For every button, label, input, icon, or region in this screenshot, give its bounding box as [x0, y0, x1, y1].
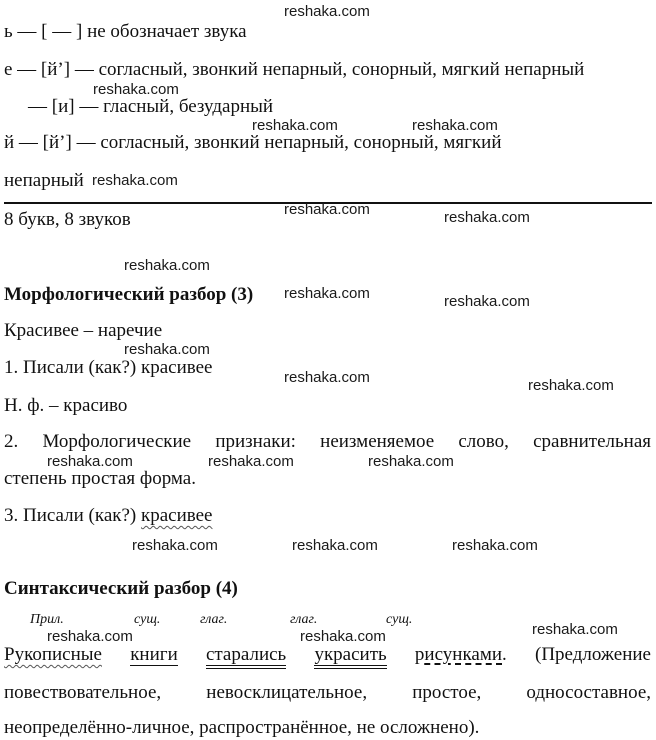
sentence-tail: . (Предложение	[502, 644, 651, 665]
pos-label-adjective: Прил.	[30, 612, 64, 627]
space	[387, 644, 415, 665]
watermark: reshaka.com	[93, 81, 179, 98]
word-knigi: книги	[130, 644, 178, 665]
watermark: reshaka.com	[124, 341, 210, 358]
phonetic-line-soft-sign: ь — [ — ] не обозначает звука	[4, 21, 247, 42]
word-ukrasit: украсить	[314, 644, 386, 669]
pos-label-noun-2: сущ.	[386, 612, 413, 627]
phonetic-line-e-vowel: — [и] — гласный, безударный	[28, 96, 274, 117]
morph-initial-form: Н. ф. – красиво	[4, 395, 128, 416]
morph-heading: Морфологический разбор (3)	[4, 284, 254, 305]
space	[286, 644, 314, 665]
syntax-sentence-line-3: неопределённо-личное, распространённое, не осложнено).	[4, 717, 480, 738]
pos-label-verb-1: глаг.	[200, 612, 228, 627]
pos-label-noun-1: сущ.	[134, 612, 161, 627]
watermark: reshaka.com	[208, 453, 294, 470]
syntax-sentence-line-1	[4, 643, 651, 667]
watermark: reshaka.com	[124, 257, 210, 274]
watermark: reshaka.com	[47, 453, 133, 470]
morph-item-1: 1. Писали (как?) красивее	[4, 357, 213, 378]
watermark: reshaka.com	[92, 172, 178, 189]
watermark: reshaka.com	[284, 285, 370, 302]
morph-item-3-word: красивее	[141, 505, 213, 526]
word-risunkami: рисунками	[414, 644, 503, 665]
phonetic-line-e-consonant: е — [й’] — согласный, звонкий непарный, сонорный, мягкий непарный	[4, 59, 585, 80]
syntax-heading: Синтаксический разбор (4)	[4, 578, 238, 599]
letters-sounds-summary: 8 букв, 8 звуков	[4, 209, 131, 230]
watermark: reshaka.com	[528, 377, 614, 394]
watermark: reshaka.com	[444, 209, 530, 226]
watermark: reshaka.com	[132, 537, 218, 554]
morph-word-line: Красивее – наречие	[4, 320, 163, 341]
word-staralis: старались	[206, 644, 286, 669]
syntax-sentence-line-2: повествовательное, невосклицательное, простое, односоставное,	[4, 682, 651, 703]
watermark: reshaka.com	[412, 117, 498, 134]
watermark: reshaka.com	[444, 293, 530, 310]
space	[102, 644, 130, 665]
watermark: reshaka.com	[532, 621, 618, 638]
morph-item-2-line-1: 2. Морфологические признаки: неизменяемое слово, сравнительная	[4, 431, 651, 452]
watermark: reshaka.com	[284, 369, 370, 386]
pos-label-verb-2: глаг.	[290, 612, 318, 627]
morph-item-2-line-2: степень простая форма.	[4, 468, 196, 489]
phonetic-line-y-cont: непарный	[4, 170, 84, 191]
watermark: reshaka.com	[47, 628, 133, 645]
watermark: reshaka.com	[368, 453, 454, 470]
word-rukopisnye: Рукописные	[4, 644, 102, 665]
watermark: reshaka.com	[252, 117, 338, 134]
morph-item-3	[4, 504, 213, 528]
watermark: reshaka.com	[284, 201, 370, 218]
watermark: reshaka.com	[300, 628, 386, 645]
watermark: reshaka.com	[452, 537, 538, 554]
watermark: reshaka.com	[284, 3, 370, 20]
space	[178, 644, 206, 665]
phonetic-line-y: й — [й’] — согласный, звонкий непарный, сонорный, мягкий	[4, 132, 502, 153]
morph-item-3-prefix: 3. Писали (как?)	[4, 505, 141, 526]
watermark: reshaka.com	[292, 537, 378, 554]
